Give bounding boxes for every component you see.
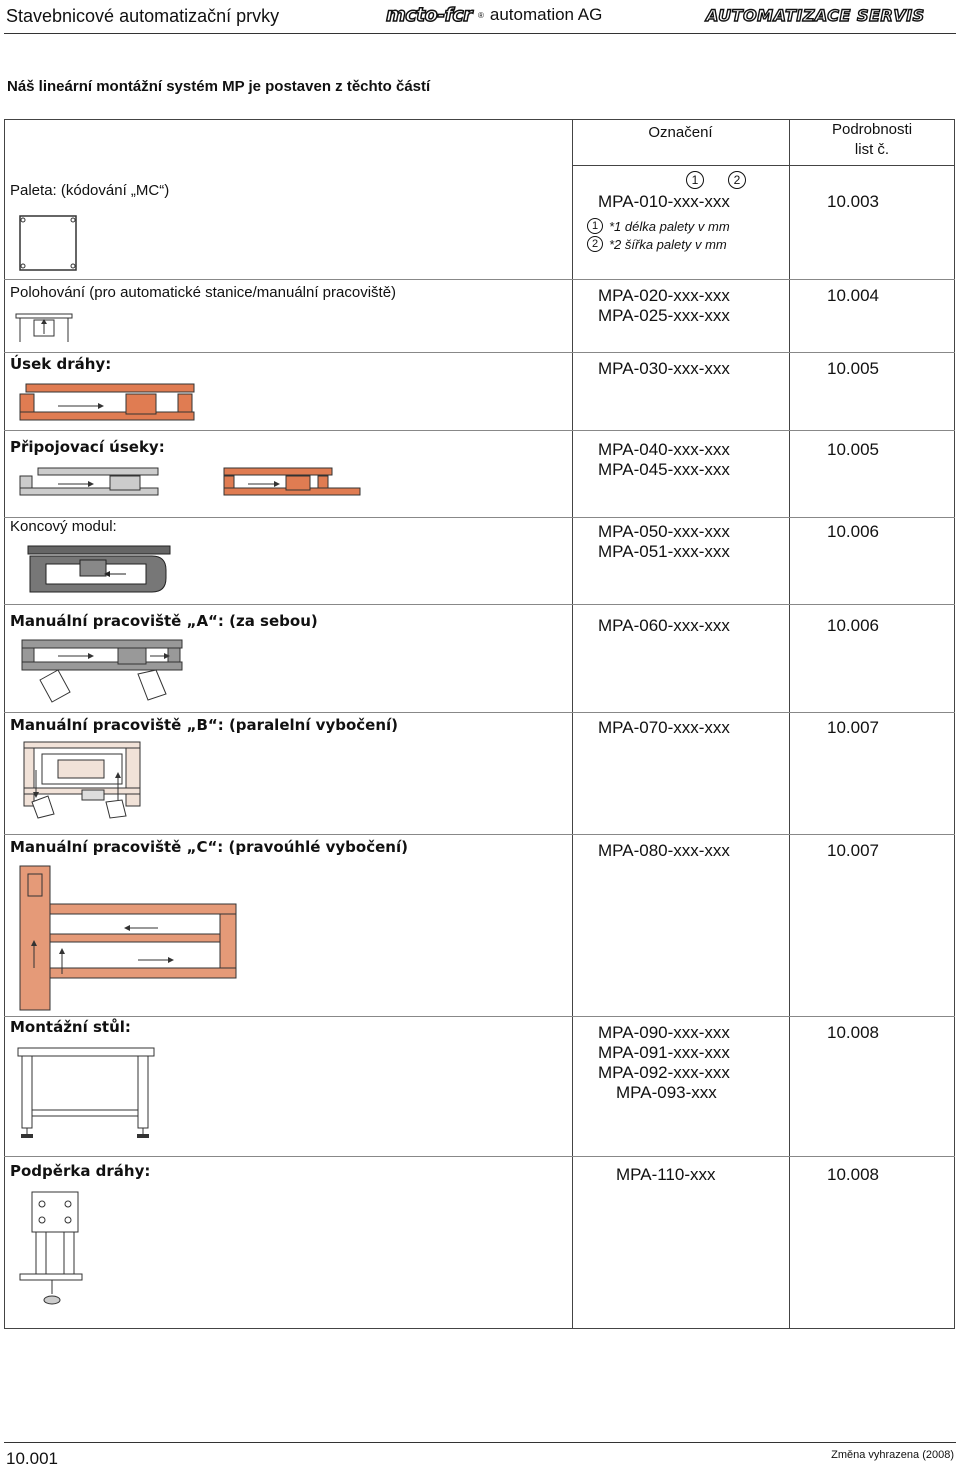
code-line: MPA-020-xxx-xxx — [598, 286, 730, 305]
marker-1: 1 — [686, 171, 704, 189]
code-line: MPA-060-xxx-xxx — [598, 616, 730, 635]
connecting-section-gray-drawing — [18, 466, 160, 498]
row-divider — [4, 604, 955, 605]
marker-2: 2 — [728, 171, 746, 189]
code-end-module — [598, 522, 730, 562]
connecting-section-orange-drawing — [222, 466, 362, 500]
column-details — [789, 120, 955, 160]
workstation-c-drawing — [18, 864, 238, 1012]
row-label-pallet: Paleta: (kódování „MC“) — [10, 182, 170, 199]
code-line: MPA-093-xxx — [616, 1083, 717, 1102]
col-divider-2 — [789, 119, 790, 1329]
code-line: MPA-092-xxx-xxx — [598, 1063, 730, 1082]
document-category: Stavebnicové automatizační prvky — [6, 6, 280, 26]
row-label-track-support: Podpěrka dráhy: — [10, 1162, 151, 1180]
track-support-drawing — [18, 1190, 88, 1310]
code-assembly-table — [598, 1023, 730, 1103]
code-line: MPA-110-xxx — [616, 1165, 716, 1184]
positioning-drawing — [14, 310, 74, 344]
sheet-track-support: 10.008 — [827, 1165, 879, 1184]
sheet-workstation-b: 10.007 — [827, 718, 879, 737]
sheet-workstation-c: 10.007 — [827, 841, 879, 860]
row-label-assembly-table: Montážní stůl: — [10, 1018, 131, 1036]
pallet-drawing — [18, 214, 80, 274]
code-track-support — [616, 1165, 716, 1185]
company-name: automation AG — [489, 5, 603, 24]
note-marker: 2 — [587, 236, 603, 252]
workstation-a-drawing — [18, 636, 186, 706]
note-marker: 1 — [587, 218, 603, 234]
sheet-assembly-table: 10.008 — [827, 1023, 879, 1042]
note-width — [587, 236, 727, 252]
row-divider — [4, 1016, 955, 1017]
sheet-positioning: 10.004 — [827, 286, 879, 305]
sheet-workstation-a: 10.006 — [827, 616, 879, 635]
note-text: *1 délka palety v mm — [609, 218, 730, 234]
header-row-divider — [572, 165, 955, 166]
code-line: MPA-010-xxx-xxx — [598, 192, 730, 211]
code-line: MPA-025-xxx-xxx — [598, 306, 730, 325]
code-line: MPA-051-xxx-xxx — [598, 542, 730, 561]
code-line: MPA-050-xxx-xxx — [598, 522, 730, 541]
row-label-workstation-c: Manuální pracoviště „C“: (pravoúhlé vybočení) — [10, 838, 408, 856]
company-logo: mcto-fcr — [386, 4, 472, 26]
code-workstation-c — [598, 841, 730, 861]
row-label-positioning: Polohování (pro automatické stanice/manuální pracoviště) — [10, 284, 397, 301]
row-label-track-section: Úsek dráhy: — [10, 355, 112, 373]
sheet-end-module: 10.006 — [827, 522, 879, 541]
row-divider — [4, 430, 955, 431]
code-positioning — [598, 286, 730, 326]
note-length — [587, 218, 730, 234]
row-divider — [4, 712, 955, 713]
code-line: MPA-045-xxx-xxx — [598, 460, 730, 479]
workstation-b-drawing — [22, 740, 142, 820]
code-line: MPA-090-xxx-xxx — [598, 1023, 730, 1042]
partner-logo: AUTOMATIZACE SERVIS — [706, 6, 925, 25]
col-divider-1 — [572, 119, 573, 1329]
row-divider — [4, 1156, 955, 1157]
footer-divider — [4, 1442, 956, 1443]
row-divider — [4, 517, 955, 518]
sheet-pallet: 10.003 — [827, 192, 879, 211]
assembly-table-drawing — [16, 1044, 156, 1144]
column-details-line2: list č. — [854, 141, 890, 158]
row-divider — [4, 834, 955, 835]
dimension-markers — [686, 171, 746, 189]
row-divider — [4, 279, 955, 280]
column-designation: Označení — [648, 124, 713, 141]
row-label-end-module: Koncový modul: — [10, 518, 117, 535]
track-section-drawing — [18, 382, 196, 424]
revision-note: Změna vyhrazena (2008) — [831, 1449, 954, 1461]
code-pallet — [598, 192, 730, 212]
code-line: MPA-080-xxx-xxx — [598, 841, 730, 860]
code-line: MPA-030-xxx-xxx — [598, 359, 730, 378]
code-workstation-b — [598, 718, 730, 738]
code-track-section — [598, 359, 730, 379]
header-divider — [4, 33, 956, 34]
code-workstation-a — [598, 616, 730, 636]
end-module-drawing — [26, 544, 172, 596]
sheet-track-section: 10.005 — [827, 359, 879, 378]
row-label-connecting-sections: Připojovací úseky: — [10, 438, 165, 456]
row-label-workstation-a: Manuální pracoviště „A“: (za sebou) — [10, 612, 318, 630]
page-number: 10.001 — [6, 1449, 58, 1468]
column-details-line1: Podrobnosti — [831, 121, 913, 138]
intro-heading: Náš lineární montážní systém MP je postaven z těchto částí — [7, 78, 431, 95]
code-connecting-sections — [598, 440, 730, 480]
sheet-connecting-sections: 10.005 — [827, 440, 879, 459]
row-divider — [4, 352, 955, 353]
code-line: MPA-091-xxx-xxx — [598, 1043, 730, 1062]
company-brand: mcto-fcr ® automation AG — [386, 4, 603, 26]
row-label-workstation-b: Manuální pracoviště „B“: (paralelní vybočení) — [10, 716, 399, 734]
note-text: *2 šířka palety v mm — [609, 236, 727, 252]
code-line: MPA-040-xxx-xxx — [598, 440, 730, 459]
code-line: MPA-070-xxx-xxx — [598, 718, 730, 737]
